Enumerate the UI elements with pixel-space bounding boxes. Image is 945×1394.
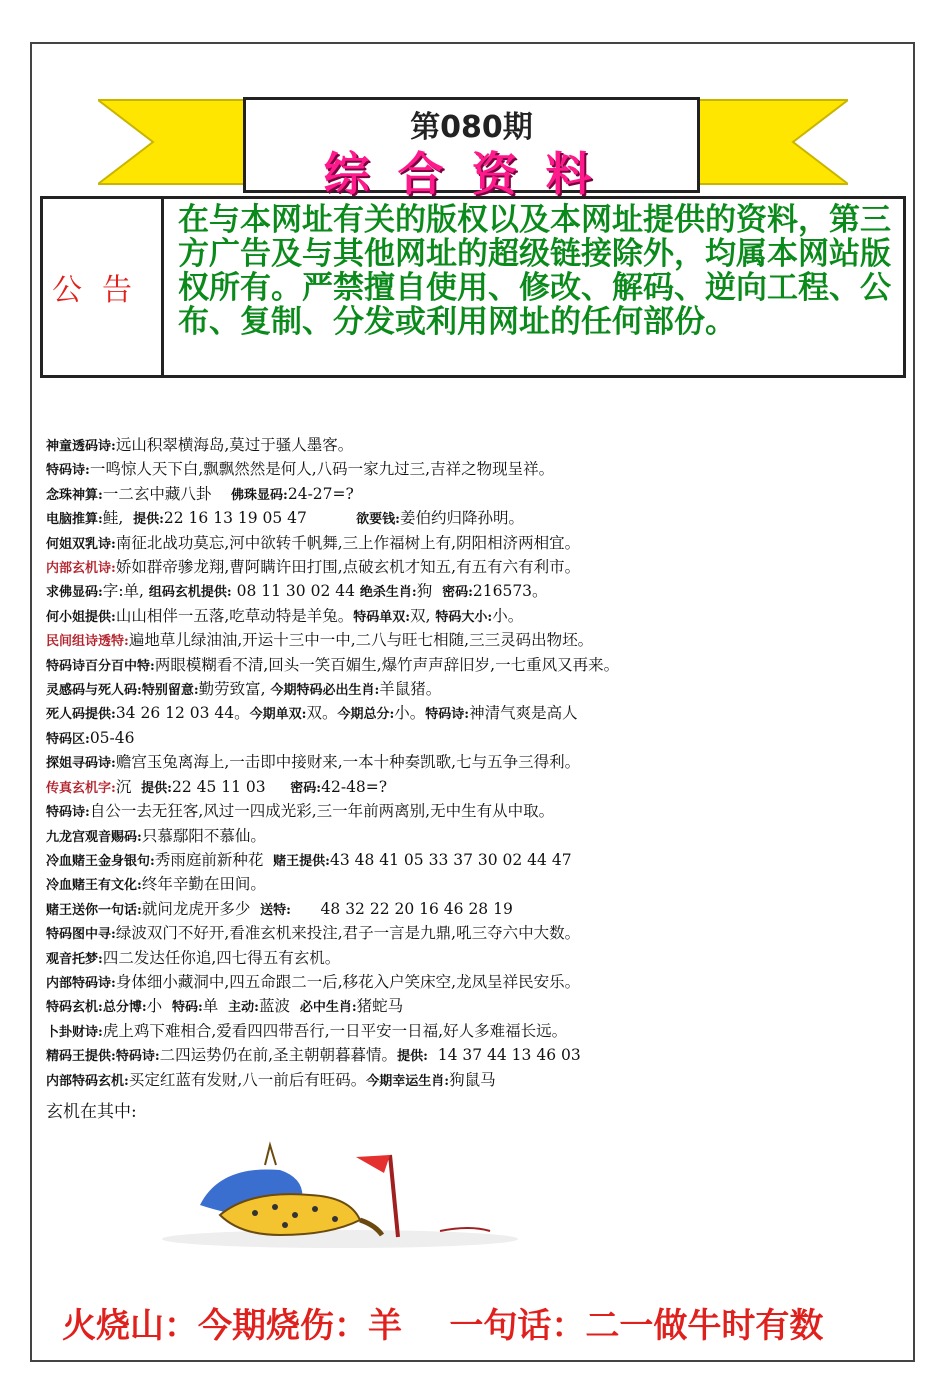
line-label: 特码诗: [115, 1049, 160, 1065]
line-text: 22 16 13 19 05 47 [163, 509, 357, 528]
line-label: 密码: [442, 585, 473, 601]
line-label: 密码: [290, 780, 322, 796]
notice-text: 在与本网址有关的版权以及本网址提供的资料，第三方广告及与其他网址的超级链接除外，均属本网站版权所有。严禁擅自使用、修改、解码、逆向工程、公布、复制、分发或利用网址的任何部份。 [178, 202, 891, 340]
line-label: 九龙宫观音赐码: [46, 829, 142, 845]
line-text: 蓝波 [258, 997, 300, 1016]
line-text: 14 37 44 13 46 03 [427, 1046, 581, 1065]
info-line [46, 1020, 906, 1044]
info-line [46, 702, 906, 726]
line-text: 身体细小藏洞中,四五命跟二一后,移花入户笑床空,龙凤呈祥民安乐。 [115, 972, 581, 991]
info-line [46, 434, 906, 458]
line-label: 提供: [141, 780, 172, 796]
footer-banner [62, 1298, 823, 1347]
line-label: 探姐寻码诗: [46, 756, 116, 772]
line-text: 买定红蓝有发财,八一前后有旺码。 [128, 1070, 367, 1089]
line-label: 必中生肖: [299, 1000, 357, 1016]
line-label: 特码诗: [46, 463, 90, 479]
line-text: 双。 [306, 704, 338, 723]
line-text: 南征北战功莫忘,河中欲转千帆舞,三上作福树上有,阴阳相济两相宜。 [115, 533, 581, 552]
info-line [46, 556, 906, 580]
line-text: 狗 [416, 582, 443, 601]
line-text: 小 [146, 997, 172, 1016]
line-text: 05-46 [89, 728, 135, 747]
line-text: 42-48=? [321, 777, 388, 796]
line-text: 22 45 11 03 [171, 777, 291, 796]
info-line [46, 849, 906, 873]
line-text: 小。 [394, 704, 426, 723]
info-line [46, 873, 906, 897]
info-line [46, 532, 906, 556]
info-line [46, 507, 906, 531]
leopard-illustration [160, 1135, 520, 1253]
line-text: 二四运势仍在前,圣主朝朝暮暮情。 [159, 1046, 398, 1065]
line-text: 34 26 12 03 44。 [115, 704, 250, 723]
tail-caption: 玄机在其中: [46, 1102, 137, 1122]
info-line [46, 458, 906, 482]
info-lines [46, 434, 906, 1093]
line-text: 山山相伴一五落,吃草动特是羊兔。 [115, 606, 354, 625]
line-text: 猪蛇马 [356, 997, 404, 1016]
line-text: 终年辛勤在田间。 [141, 875, 266, 894]
line-text: 远山积翠横海岛,莫过于骚人墨客。 [115, 436, 354, 454]
line-label: 电脑推算: [46, 512, 103, 528]
line-text: 神清气爽是高人 [469, 704, 578, 723]
line-label: 特码区: [46, 731, 90, 747]
page-title: 综合资料 [323, 147, 620, 201]
line-label: 观音托梦: [46, 951, 103, 967]
line-text: 43 48 41 05 33 37 30 02 44 47 [329, 850, 572, 869]
line-label: 何姐双乳诗: [46, 536, 116, 552]
line-text: 08 11 30 02 44 [231, 582, 360, 601]
info-line [46, 605, 906, 629]
line-text: 两眼模糊看不清,回头一笑百媚生,爆竹声声辞旧岁,一七重风又再来。 [154, 655, 620, 674]
line-label: 特码诗: [425, 707, 470, 723]
line-label: 提供: [133, 512, 164, 528]
line-label: 传真玄机字: [46, 780, 116, 796]
line-label: 死人码提供: [46, 707, 116, 723]
info-line [46, 727, 906, 751]
line-label: 内部特码玄机: [46, 1073, 129, 1089]
line-text: 狗鼠马 [449, 1070, 496, 1089]
line-label: 冷血赌王有文化: [46, 878, 142, 894]
line-label: 特码诗百分百中特: [46, 658, 155, 674]
info-line [46, 922, 906, 946]
line-label: 特码单双: [353, 609, 411, 625]
notice-label: 公告 [43, 199, 164, 375]
line-text: 赡宫玉兔离海上,一击即中接财来,一本十种奏凯歌,七与五争三得利。 [115, 753, 581, 772]
info-line [46, 1069, 906, 1093]
line-text: 自公一去无狂客,风过一四成光彩,三一年前两离别,无中生有从中取。 [89, 802, 555, 821]
header-box [243, 97, 700, 201]
line-label: 特码: [171, 1000, 203, 1016]
line-text: 就问龙虎开多少 [141, 899, 261, 918]
line-label: 提供: [397, 1049, 428, 1065]
line-text: 216573。 [472, 582, 548, 601]
line-label: 送特: [260, 902, 291, 918]
line-text: 双, [410, 606, 436, 625]
line-label: 民间组诗透特: [46, 634, 129, 650]
line-text: 24-27=? [287, 484, 354, 503]
line-label: 欲要钱: [356, 512, 400, 528]
line-label: 神童透码诗: [46, 439, 116, 454]
footer-part2: 一句话：二一做牛时有数 [449, 1306, 824, 1346]
line-text: 羊鼠猪。 [379, 680, 442, 699]
info-line [46, 995, 906, 1019]
info-line [46, 580, 906, 604]
line-text: 姜伯约归降孙明。 [399, 509, 524, 528]
line-text: 勤劳致富, [198, 680, 271, 699]
line-text: 字:单, [102, 582, 149, 601]
line-label: 赌王送你一句话: [46, 902, 142, 918]
line-text: 绿波双门不好开,看准玄机来投注,君子一言是九鼎,吼三夺六中大数。 [115, 924, 581, 943]
line-text: 48 32 22 20 16 46 28 19 [290, 899, 513, 918]
line-text: 小。 [492, 606, 524, 625]
info-line [46, 751, 906, 775]
line-label: 今期幸运生肖: [366, 1073, 450, 1089]
line-text: 一二玄中藏八卦 [102, 484, 232, 503]
notice-box [40, 196, 906, 378]
line-text: 遍地草儿绿油油,开运十三中一中,二八与旺七相随,三三灵码出物坯。 [128, 631, 594, 650]
line-label: 组码玄机提供: [148, 585, 232, 601]
line-label: 绝杀生肖: [359, 585, 417, 601]
line-text: 秀雨庭前新种花 [154, 850, 274, 869]
line-text: 一鸣惊人天下白,飘飘然然是何人,八码一家九过三,吉祥之物现呈祥。 [89, 460, 555, 479]
line-label: 今期特码必出生肖: [270, 683, 380, 699]
line-label: 特码图中寻: [46, 927, 116, 943]
line-label: 特码诗: [46, 805, 90, 821]
line-text: 只慕鄢阳不慕仙。 [141, 826, 266, 845]
info-line [46, 947, 906, 971]
line-text: 虎上鸡下难相合,爱看四四带吾行,一日平安一日福,好人多难福长远。 [102, 1021, 568, 1040]
info-line [46, 800, 906, 824]
line-label: 总分博: [102, 1000, 147, 1016]
line-text: 四二发达任你追,四七得五有玄机。 [102, 948, 341, 967]
line-text: 沉 [115, 777, 142, 796]
line-text: 鲑, [102, 509, 134, 528]
line-label: 今期单双: [249, 707, 307, 723]
line-label: 内部玄机诗: [46, 561, 116, 577]
info-line [46, 629, 906, 653]
line-label: 何小姐提供: [46, 609, 116, 625]
info-line [46, 483, 906, 507]
info-line [46, 898, 906, 922]
line-label: 赌王提供: [273, 853, 330, 869]
info-line [46, 776, 906, 800]
info-line [46, 971, 906, 995]
line-label: 主动: [228, 1000, 259, 1016]
info-line [46, 1044, 906, 1068]
issue-number: 第080期 [410, 110, 533, 145]
line-label: 灵感码与死人码: [46, 683, 142, 699]
line-label: 冷血赌王金身银句: [46, 853, 155, 869]
line-label: 念珠神算: [46, 487, 103, 503]
line-label: 特码大小: [435, 609, 493, 625]
info-line [46, 678, 906, 702]
line-label: 特码玄机: [46, 1000, 103, 1016]
line-text: 娇如群帝骖龙翔,曹阿瞒许田打围,点破玄机才知五,有五有六有利市。 [115, 558, 581, 577]
line-label: 特别留意: [141, 683, 199, 699]
line-label: 佛珠显码: [231, 487, 288, 503]
info-line [46, 654, 906, 678]
footer-part1: 火烧山：今期烧伤：羊 [62, 1306, 402, 1346]
line-label: 求佛显码: [46, 585, 103, 601]
line-label: 卜卦财诗: [46, 1024, 103, 1040]
line-label: 内部特码诗: [46, 975, 116, 991]
line-label: 精码王提供: [46, 1049, 116, 1065]
line-text: 单 [202, 997, 229, 1016]
line-label: 今期总分: [337, 707, 395, 723]
info-line [46, 825, 906, 849]
